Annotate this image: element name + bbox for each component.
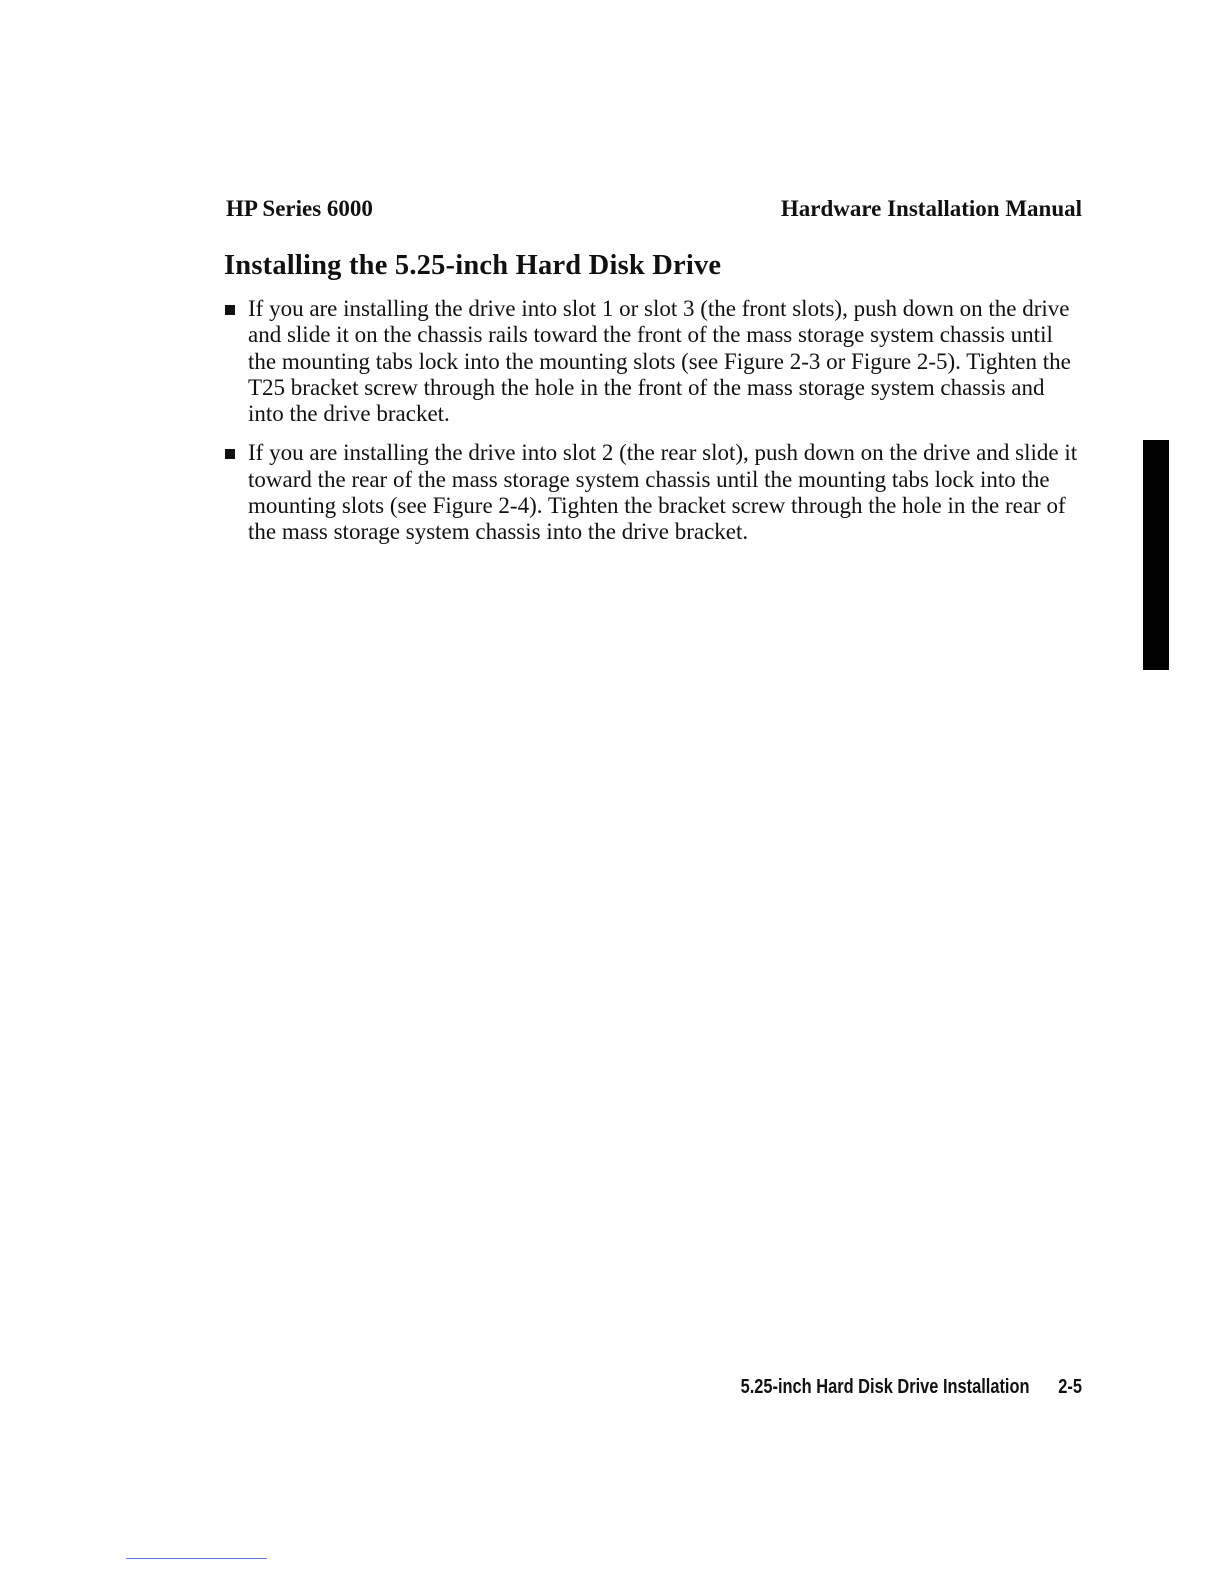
header-manual-title: Hardware Installation Manual (780, 196, 1082, 221)
header-product: HP Series 6000 (226, 196, 373, 221)
list-item (224, 296, 1086, 427)
running-header (226, 196, 1082, 226)
bottom-rule (126, 1558, 267, 1559)
footer-chapter-title: 5.25-inch Hard Disk Drive Installation (740, 1376, 1030, 1398)
square-bullet-icon (225, 449, 235, 459)
running-footer (687, 1376, 1082, 1404)
instruction-list (224, 296, 1086, 559)
chapter-thumb-tab (1143, 440, 1169, 670)
page-number: 2-5 (1058, 1376, 1082, 1398)
section-title: Installing the 5.25-inch Hard Disk Drive (224, 250, 722, 281)
list-item-text: If you are installing the drive into slot 1 or slot 3 (the front slots), push down on the drive and slide it on the chassis rails toward the front of the mass storage system chassis until the mounting tabs lock into the mounting slots (see Figure 2-3 or Figure 2-5). Tighten the T25 bracket screw through the hole in the front of the mass storage system chassis and into the drive bracket. (248, 296, 1071, 427)
list-item (224, 440, 1086, 545)
list-item-text: If you are installing the drive into slot 2 (the rear slot), push down on the drive and slide it toward the rear of the mass storage system chassis until the mounting tabs lock into the mounting slots (see Figure 2-4). Tighten the bracket screw through the hole in the rear of the mass storage system chassis into the drive bracket. (248, 440, 1078, 545)
square-bullet-icon (225, 305, 235, 315)
